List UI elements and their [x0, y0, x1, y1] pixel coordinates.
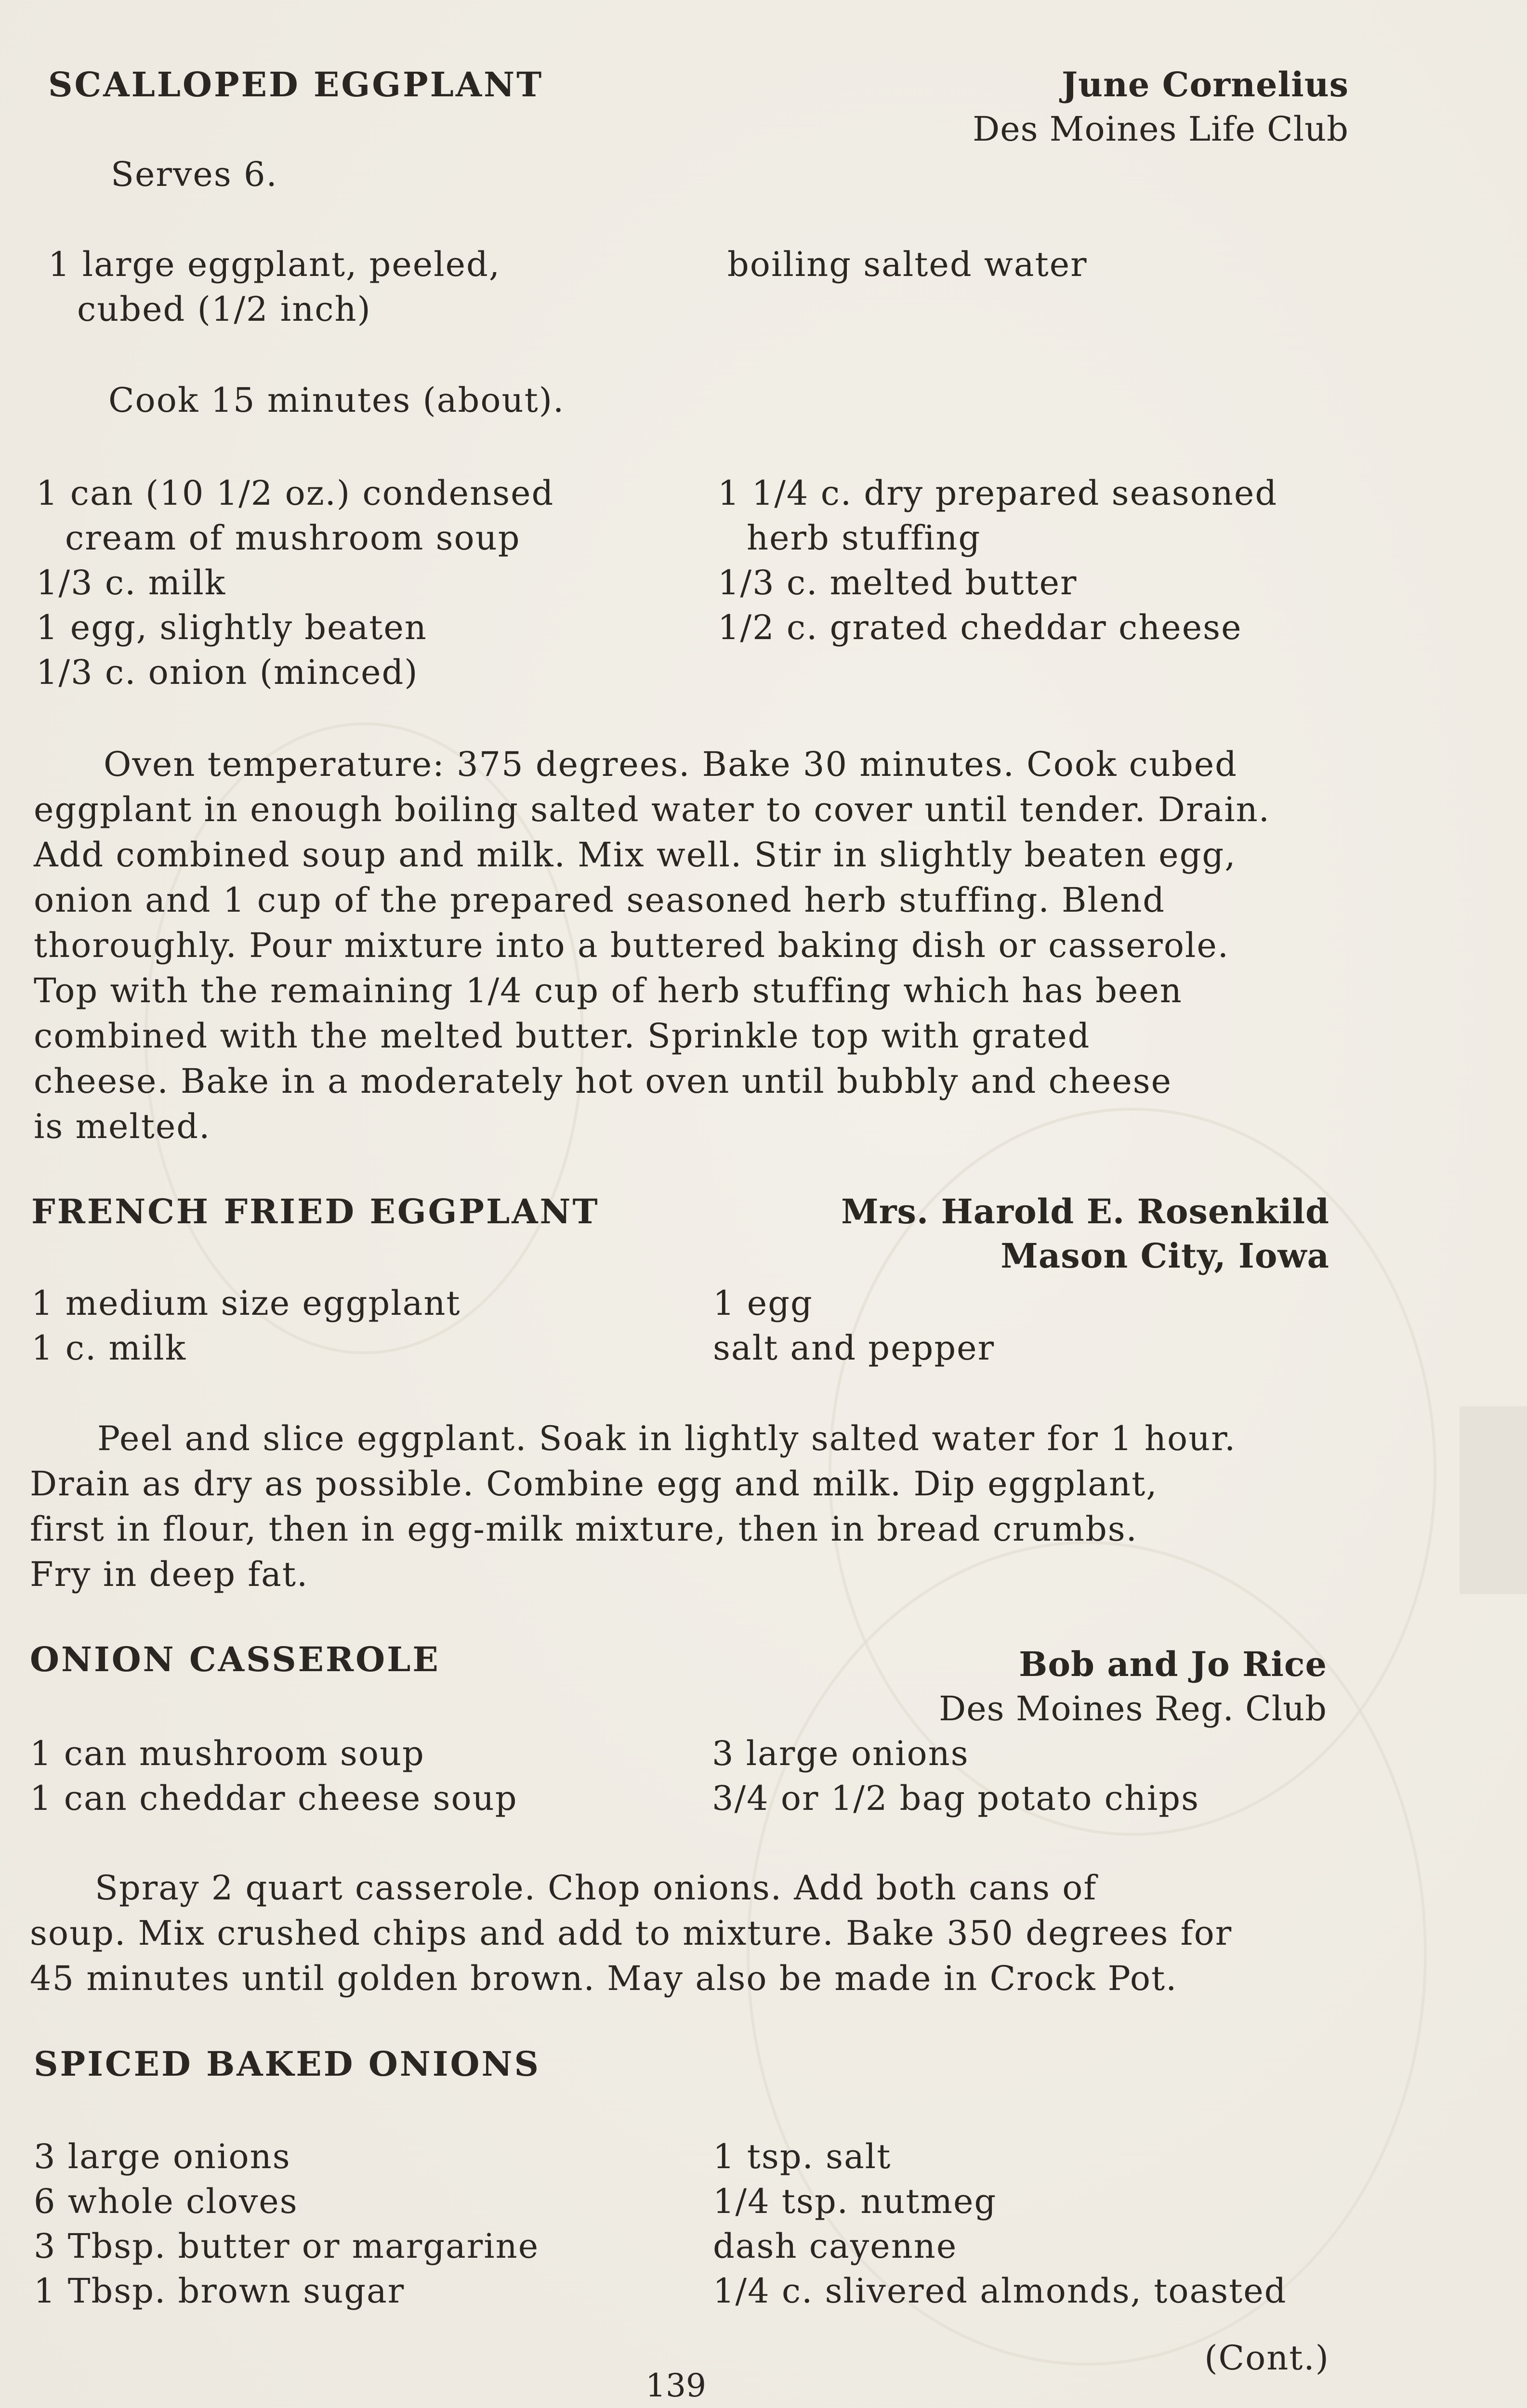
recipe-affiliation: Des Moines Reg. Club: [939, 1689, 1327, 1728]
ingredient-item: 1 large eggplant, peeled,: [48, 245, 501, 284]
ingredient-item: 1/2 c. grated cheddar cheese: [718, 608, 1242, 647]
ingredient-item: boiling salted water: [727, 245, 1088, 284]
ingredient-list-left: [31, 1281, 461, 1371]
ingredient-item: 1 can mushroom soup: [30, 1734, 425, 1773]
ingredient-item: 6 whole cloves: [34, 2182, 298, 2221]
ingredient-list-right: [718, 471, 1277, 650]
ingredient-list-left: [30, 1731, 518, 1821]
ingredient-item: 1/3 c. melted butter: [718, 563, 1078, 602]
ingredient-item: 1 can (10 1/2 oz.) condensed: [36, 473, 554, 513]
ingredient-list-right: [713, 2134, 1287, 2314]
recipe-directions: Spray 2 quart casserole. Chop onions. Add both cans of soup. Mix crushed chips and add to mixture. Bake 350 degrees for 45 minutes until golden brown. May also be made in Crock Pot.: [30, 1868, 1233, 1998]
ingredient-list-left: [36, 471, 554, 695]
recipe-author: Mrs. Harold E. Rosenkild: [841, 1191, 1330, 1231]
recipe-affiliation: Des Moines Life Club: [973, 109, 1349, 149]
recipe-affiliation: Mason City, Iowa: [1000, 1236, 1330, 1276]
ingredient-item: salt and pepper: [713, 1328, 995, 1368]
page-number: 139: [645, 2367, 706, 2404]
ingredient-item: 3 Tbsp. butter or margarine: [34, 2226, 540, 2266]
ingredient-item: dash cayenne: [713, 2226, 958, 2266]
ingredient-list-right: [713, 1281, 995, 1371]
recipe-title: FRENCH FRIED EGGPLANT: [31, 1191, 600, 1231]
ingredient-list-left: [34, 2134, 539, 2314]
ingredient-item: 1 Tbsp. brown sugar: [34, 2271, 405, 2311]
ingredient-item: 1/3 c. onion (minced): [36, 653, 419, 692]
ingredient-item: 1 tsp. salt: [713, 2137, 892, 2176]
ingredient-item: 1 can cheddar cheese soup: [30, 1779, 518, 1818]
recipe-step: Cook 15 minutes (about).: [108, 380, 565, 420]
recipe-title: SPICED BAKED ONIONS: [34, 2044, 541, 2084]
ingredient-item: 1 egg, slightly beaten: [36, 608, 427, 647]
continued-note: (Cont.): [1204, 2338, 1330, 2378]
ingredient-item: cubed (1/2 inch): [77, 289, 371, 329]
ingredient-item: 3/4 or 1/2 bag potato chips: [712, 1779, 1200, 1818]
ingredient-item: 1/3 c. milk: [36, 563, 226, 602]
ingredient-item: 1 1/4 c. dry prepared seasoned: [718, 473, 1278, 513]
recipe-serves: Serves 6.: [111, 155, 278, 194]
recipe-directions: Peel and slice eggplant. Soak in lightly salted water for 1 hour. Drain as dry as possible. Combine egg and milk. Dip eggplant, first in flour, then in egg-milk mixture, then in bread crumbs. Fry in deep fat.: [30, 1419, 1237, 1594]
ingredient-item: 1/4 c. slivered almonds, toasted: [713, 2271, 1287, 2311]
ingredient-item: 1 medium size eggplant: [31, 1283, 461, 1323]
recipe-title: ONION CASSEROLE: [30, 1639, 440, 1679]
recipe-author: June Cornelius: [1061, 65, 1349, 105]
ingredient-item: 1 c. milk: [31, 1328, 187, 1368]
ingredient-item: 1 egg: [713, 1283, 813, 1323]
ingredient-item: herb stuffing: [747, 518, 981, 558]
ingredient-list-left: [48, 242, 500, 332]
ingredient-item: 1/4 tsp. nutmeg: [713, 2182, 997, 2221]
ingredient-list-right: [727, 242, 1088, 287]
ingredient-item: 3 large onions: [34, 2137, 291, 2176]
ingredient-list-right: [712, 1731, 1199, 1821]
recipe-directions: Oven temperature: 375 degrees. Bake 30 minutes. Cook cubed eggplant in enough boiling salted water to cover until tender. Drain. Add combined soup and milk. Mix well. Stir in slightly beaten egg, onion and 1 cup of the prepared seasoned herb stuffing. Blend thoroughly. Pour mixture into a buttered baking dish or casserole. Top with the remaining 1/4 cup of herb stuffing which has been combined with the melted butter. Sprinkle top with grated cheese. Bake in a moderately hot oven until bubbly and cheese is melted.: [34, 745, 1270, 1146]
ingredient-item: cream of mushroom soup: [65, 518, 521, 558]
ingredient-item: 3 large onions: [712, 1734, 969, 1773]
page-edge-tab: [1460, 1406, 1527, 1594]
recipe-author: Bob and Jo Rice: [1019, 1644, 1327, 1684]
recipe-title: SCALLOPED EGGPLANT: [48, 65, 544, 105]
